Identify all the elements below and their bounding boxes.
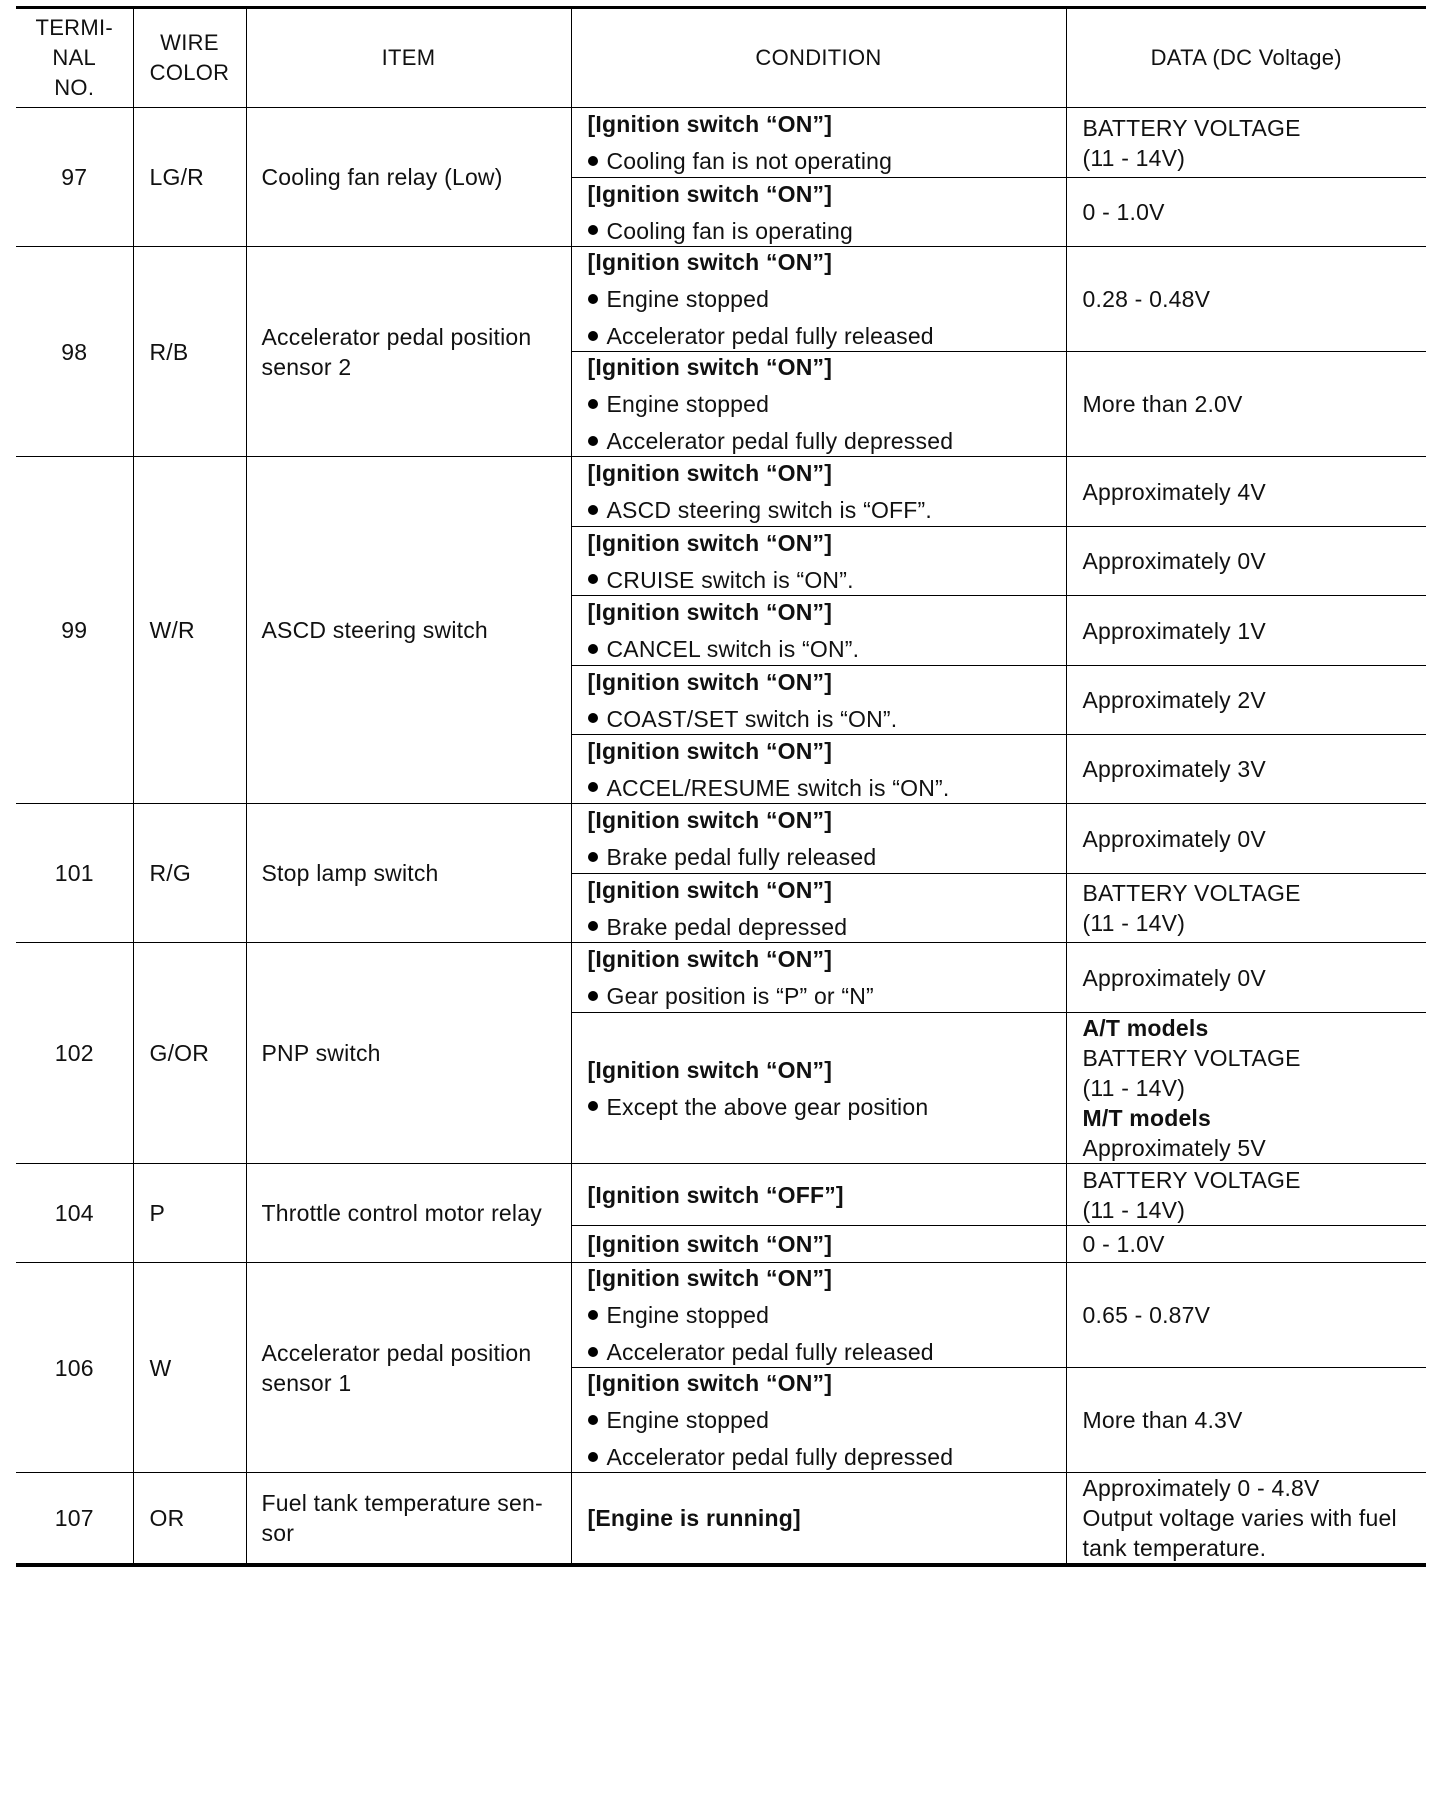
condition-bullet-item [588, 981, 1058, 1011]
condition-bullet-item [588, 1092, 1058, 1122]
wire-color-cell: P [133, 1164, 246, 1263]
bullet-icon [588, 1415, 598, 1425]
condition-heading: [Ignition switch “ON”] [587, 599, 833, 625]
data-value-line: (11 - 14V) [1082, 1075, 1186, 1101]
terminal-number-cell: 104 [16, 1164, 133, 1263]
header-item: ITEM [246, 8, 571, 108]
item-cell [246, 1263, 571, 1473]
condition-bullet-text: Accelerator pedal fully depressed [606, 1444, 954, 1470]
condition-bullet-item [588, 389, 1058, 419]
condition-heading: [Ignition switch “ON”] [587, 1265, 833, 1291]
data-value-line: (11 - 14V) [1082, 910, 1186, 936]
data-voltage-cell [1066, 1263, 1426, 1368]
item-text-line: Fuel tank temperature sen- [261, 1490, 543, 1516]
condition-cell [571, 1226, 1066, 1263]
item-cell [246, 108, 571, 247]
condition-bullet-text: Cooling fan is operating [606, 217, 853, 244]
terminal-data-table-sheet [16, 6, 1426, 1567]
condition-bullet-item [588, 146, 1058, 176]
bullet-icon [588, 713, 598, 723]
bullet-icon [588, 1347, 598, 1357]
wire-color-cell: LG/R [133, 108, 246, 247]
item-cell [246, 247, 571, 457]
bullet-icon [588, 436, 598, 446]
condition-heading: [Ignition switch “ON”] [587, 249, 833, 275]
condition-heading: [Engine is running] [587, 1505, 801, 1531]
condition-bullet-item [588, 704, 1058, 734]
terminal-number-cell: 97 [16, 108, 133, 247]
condition-bullet-item [588, 495, 1058, 525]
condition-bullet-item [588, 1405, 1058, 1435]
item-cell [246, 943, 571, 1164]
condition-heading: [Ignition switch “ON”] [587, 460, 833, 486]
condition-heading: [Ignition switch “ON”] [587, 668, 833, 695]
data-value-line: 0 - 1.0V [1082, 199, 1165, 225]
item-cell [246, 804, 571, 943]
data-voltage-cell [1066, 804, 1426, 874]
wire-color-cell: OR [133, 1473, 246, 1566]
condition-heading: [Ignition switch “ON”] [587, 807, 833, 833]
data-voltage-cell [1066, 108, 1426, 178]
data-model-label: A/T models [1082, 1015, 1209, 1041]
terminal-number-cell: 102 [16, 943, 133, 1164]
item-text-line: sensor 2 [261, 353, 352, 380]
condition-heading: [Ignition switch “OFF”] [587, 1181, 844, 1208]
data-value-line: Approximately 5V [1082, 1135, 1266, 1161]
data-value-line: Approximately 1V [1082, 617, 1266, 644]
data-voltage-cell [1066, 178, 1426, 247]
data-value-line: Approximately 0V [1082, 548, 1266, 574]
condition-heading: [Ignition switch “ON”] [587, 354, 833, 380]
condition-cell [571, 874, 1066, 943]
bullet-icon [588, 1452, 598, 1462]
bullet-icon [588, 225, 598, 235]
condition-cell [571, 804, 1066, 874]
table-row [16, 1473, 1426, 1566]
item-cell [246, 1473, 571, 1566]
condition-bullet-text: COAST/SET switch is “ON”. [606, 705, 898, 732]
table-row [16, 804, 1426, 874]
condition-cell [571, 178, 1066, 247]
data-model-label: M/T models [1082, 1105, 1212, 1131]
condition-cell [571, 735, 1066, 804]
condition-bullet-item [588, 216, 1058, 246]
bullet-icon [588, 574, 598, 584]
data-value-line: Approximately 0V [1082, 964, 1266, 991]
condition-heading: [Ignition switch “ON”] [587, 876, 833, 903]
bullet-icon [588, 644, 598, 654]
condition-bullet-item [588, 284, 1058, 314]
item-text-line: Stop lamp switch [261, 860, 439, 886]
wire-color-cell: R/G [133, 804, 246, 943]
data-value-line: BATTERY VOLTAGE [1082, 880, 1301, 906]
data-value-line: 0.65 - 0.87V [1082, 1302, 1211, 1328]
condition-bullet-text: ASCD steering switch is “OFF”. [606, 497, 932, 523]
data-value-line: Approximately 0 - 4.8V [1082, 1475, 1320, 1501]
table-row [16, 1263, 1426, 1368]
terminal-number-cell: 107 [16, 1473, 133, 1566]
bullet-icon [588, 852, 598, 862]
data-value-line: More than 4.3V [1082, 1407, 1243, 1433]
data-voltage-cell [1066, 735, 1426, 804]
item-text-line: sor [261, 1520, 295, 1546]
condition-cell [571, 1263, 1066, 1368]
header-row [16, 8, 1426, 108]
condition-bullet-text: Cooling fan is not operating [606, 148, 893, 174]
terminal-number-cell: 101 [16, 804, 133, 943]
condition-bullet-item [588, 1442, 1058, 1472]
item-text-line: ASCD steering switch [261, 617, 488, 643]
condition-bullet-item [588, 1300, 1058, 1330]
condition-heading: [Ignition switch “ON”] [587, 946, 833, 972]
bullet-icon [588, 399, 598, 409]
data-value-line: Approximately 3V [1082, 756, 1266, 782]
condition-cell [571, 527, 1066, 596]
condition-bullet-item [588, 912, 1058, 942]
wire-color-cell: R/B [133, 247, 246, 457]
data-value-line: 0 - 1.0V [1082, 1231, 1165, 1257]
condition-bullet-item [588, 321, 1058, 351]
data-voltage-cell [1066, 457, 1426, 527]
condition-bullet-item [588, 565, 1058, 595]
condition-bullet-text: Accelerator pedal fully released [606, 323, 934, 349]
condition-bullet-item [588, 1337, 1058, 1367]
terminal-number-cell: 106 [16, 1263, 133, 1473]
bullet-icon [588, 991, 598, 1001]
condition-bullet-item [588, 842, 1058, 872]
bullet-icon [588, 782, 598, 792]
data-value-line: Output voltage varies with fuel [1082, 1505, 1397, 1531]
condition-bullet-text: Engine stopped [606, 391, 770, 417]
table-row [16, 457, 1426, 527]
data-voltage-cell [1066, 247, 1426, 352]
data-value-line: BATTERY VOLTAGE [1082, 1045, 1301, 1071]
wire-color-cell: W [133, 1263, 246, 1473]
data-voltage-cell [1066, 527, 1426, 596]
terminal-number-cell: 98 [16, 247, 133, 457]
data-voltage-cell [1066, 1473, 1426, 1566]
data-voltage-cell [1066, 874, 1426, 943]
data-value-line: (11 - 14V) [1082, 144, 1186, 171]
table-row [16, 943, 1426, 1013]
condition-bullet-text: Except the above gear position [606, 1093, 929, 1120]
data-value-line: Approximately 2V [1082, 687, 1266, 713]
condition-bullet-text: CRUISE switch is “ON”. [606, 566, 854, 593]
condition-bullet-text: Engine stopped [606, 286, 770, 312]
condition-bullet-item [588, 634, 1058, 664]
data-voltage-cell [1066, 1013, 1426, 1164]
wire-color-cell: G/OR [133, 943, 246, 1164]
data-value-line: BATTERY VOLTAGE [1082, 1166, 1301, 1193]
bullet-icon [588, 331, 598, 341]
table-row [16, 247, 1426, 352]
condition-cell [571, 596, 1066, 666]
condition-cell [571, 457, 1066, 527]
data-voltage-cell [1066, 596, 1426, 666]
data-value-line: tank temperature. [1082, 1535, 1267, 1561]
condition-heading: [Ignition switch “ON”] [587, 1056, 833, 1083]
header-data: DATA (DC Voltage) [1066, 8, 1426, 108]
condition-bullet-text: ACCEL/RESUME switch is “ON”. [606, 774, 950, 801]
data-voltage-cell [1066, 1368, 1426, 1473]
data-voltage-cell [1066, 1226, 1426, 1263]
data-value-line: Approximately 4V [1082, 478, 1266, 505]
data-voltage-cell [1066, 666, 1426, 735]
item-text-line: Cooling fan relay (Low) [261, 164, 503, 190]
condition-cell [571, 1013, 1066, 1164]
condition-cell [571, 108, 1066, 178]
condition-bullet-text: Engine stopped [606, 1407, 770, 1433]
header-wire-line: WIRE [160, 30, 219, 55]
item-text-line: Throttle control motor relay [261, 1200, 542, 1226]
condition-cell [571, 666, 1066, 735]
bullet-icon [588, 1101, 598, 1111]
bullet-icon [588, 505, 598, 515]
condition-bullet-text: Gear position is “P” or “N” [606, 983, 874, 1009]
condition-cell [571, 943, 1066, 1013]
data-voltage-cell [1066, 352, 1426, 457]
item-text-line: sensor 1 [261, 1369, 352, 1396]
data-voltage-cell [1066, 1164, 1426, 1226]
condition-cell [571, 1368, 1066, 1473]
condition-bullet-item [588, 773, 1058, 803]
condition-cell [571, 1164, 1066, 1226]
condition-bullet-text: Brake pedal depressed [606, 913, 848, 940]
data-value-line: Approximately 0V [1082, 825, 1266, 852]
condition-bullet-text: CANCEL switch is “ON”. [606, 636, 860, 662]
bullet-icon [588, 156, 598, 166]
condition-bullet-text: Engine stopped [606, 1302, 770, 1328]
condition-cell [571, 247, 1066, 352]
item-text-line: Accelerator pedal position [261, 1339, 532, 1366]
condition-heading: [Ignition switch “ON”] [587, 180, 833, 207]
table-body [16, 108, 1426, 1566]
item-text-line: Accelerator pedal position [261, 323, 532, 350]
header-terminal-line: NAL [52, 45, 97, 70]
bullet-icon [588, 1310, 598, 1320]
condition-cell [571, 1473, 1066, 1566]
condition-heading: [Ignition switch “ON”] [587, 111, 833, 137]
terminal-data-table [16, 6, 1426, 1567]
condition-bullet-item [588, 426, 1058, 456]
data-value-line: More than 2.0V [1082, 391, 1243, 417]
table-row [16, 1164, 1426, 1226]
data-value-line: 0.28 - 0.48V [1082, 286, 1211, 312]
bullet-icon [588, 921, 598, 931]
condition-heading: [Ignition switch “ON”] [587, 737, 833, 764]
condition-heading: [Ignition switch “ON”] [587, 1231, 833, 1257]
header-wire-line: COLOR [149, 60, 230, 85]
data-value-line: BATTERY VOLTAGE [1082, 114, 1301, 141]
terminal-number-cell: 99 [16, 457, 133, 804]
bullet-icon [588, 294, 598, 304]
condition-bullet-text: Accelerator pedal fully released [606, 1339, 934, 1365]
condition-bullet-text: Brake pedal fully released [606, 844, 877, 870]
header-terminal-line: TERMI- [35, 15, 114, 40]
header-wire-color [133, 8, 246, 108]
header-condition: CONDITION [571, 8, 1066, 108]
data-voltage-cell [1066, 943, 1426, 1013]
item-cell [246, 457, 571, 804]
header-terminal-no [16, 8, 133, 108]
wire-color-cell: W/R [133, 457, 246, 804]
condition-bullet-text: Accelerator pedal fully depressed [606, 428, 954, 454]
condition-heading: [Ignition switch “ON”] [587, 529, 833, 556]
header-terminal-line: NO. [54, 75, 95, 100]
table-row [16, 108, 1426, 178]
item-text-line: PNP switch [261, 1040, 381, 1066]
data-value-line: (11 - 14V) [1082, 1196, 1186, 1223]
item-cell [246, 1164, 571, 1263]
condition-cell [571, 352, 1066, 457]
condition-heading: [Ignition switch “ON”] [587, 1370, 833, 1396]
